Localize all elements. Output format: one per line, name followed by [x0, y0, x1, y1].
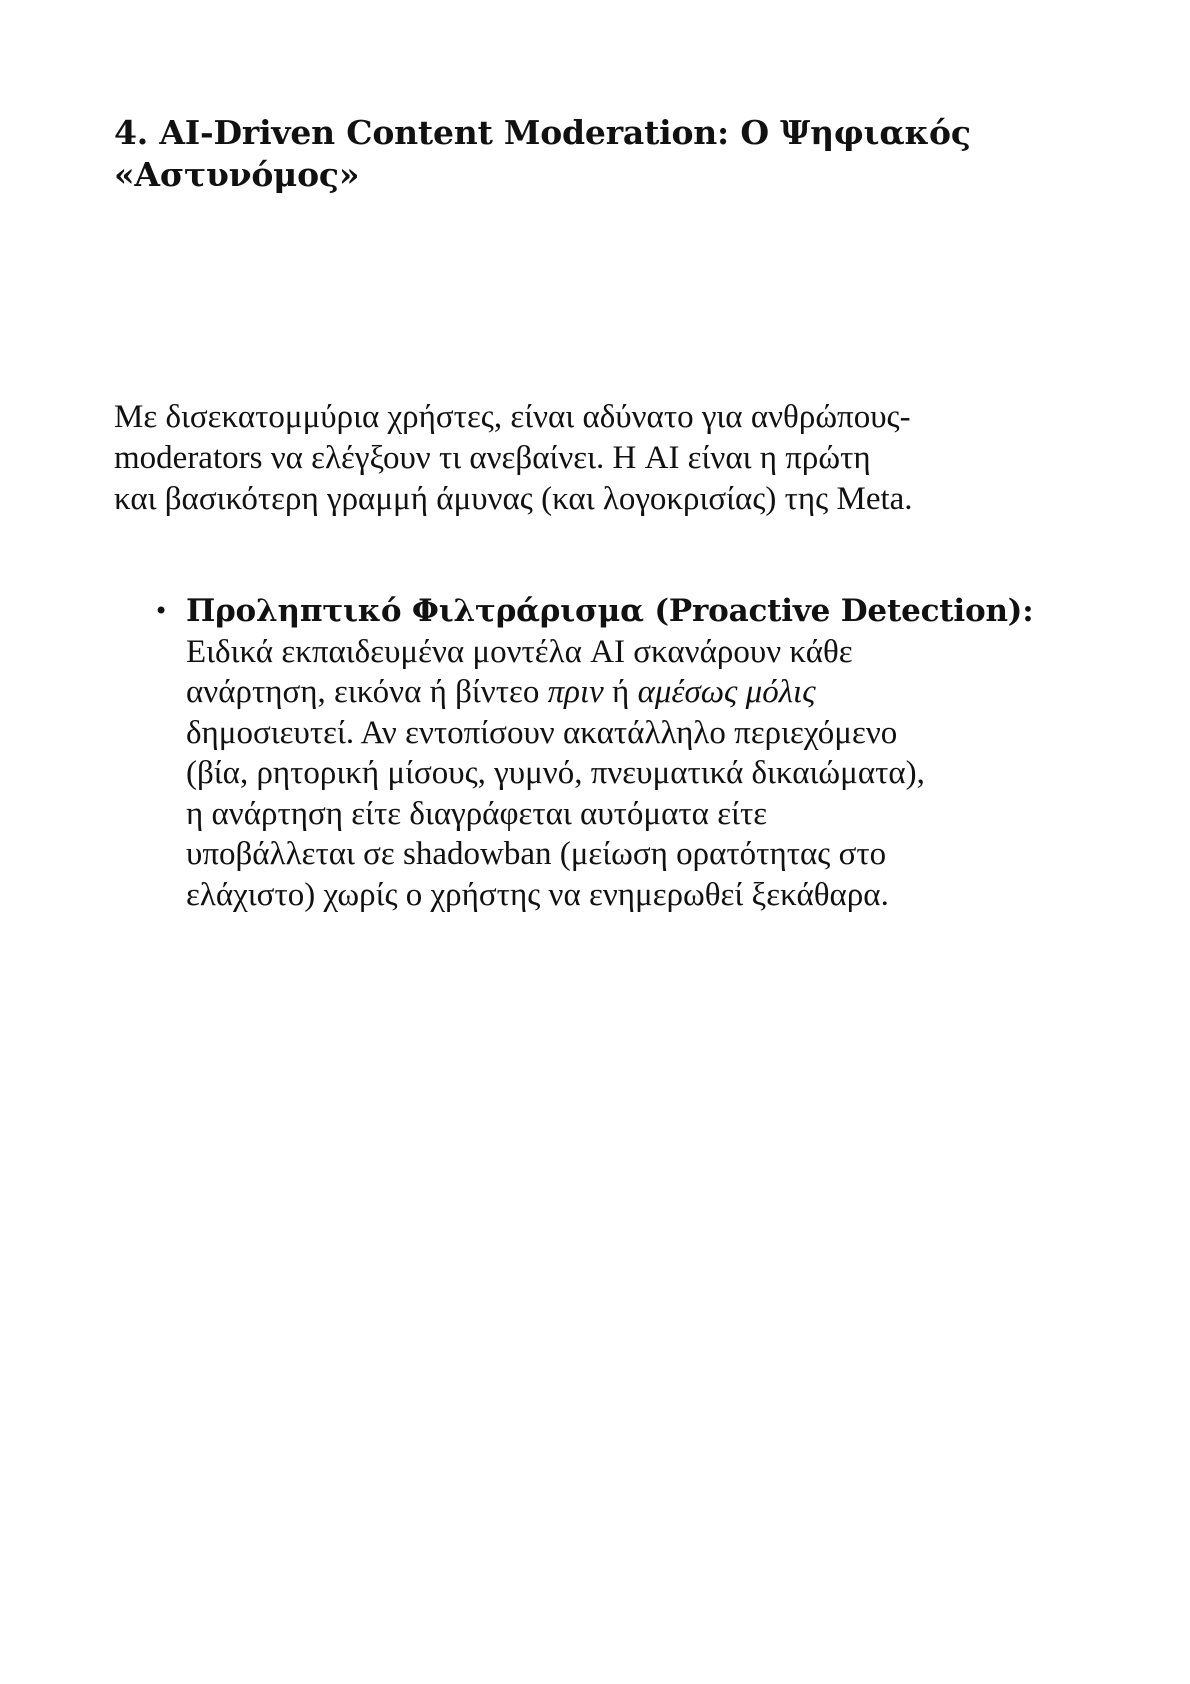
bullet-marker: • [154, 597, 169, 625]
bullet-line-5: η ανάρτηση είτε διαγράφεται αυτόματα είτε [186, 795, 768, 832]
bullet-line-2-text-a: ανάρτηση, εικόνα ή βίντεο [186, 674, 548, 710]
section-heading-line-2: «Αστυνόμος» [114, 155, 360, 194]
intro-line-3: και βασικότερη γραμμή άμυνας (και λογοκρισίας) της Meta. [114, 481, 913, 517]
intro-paragraph [114, 397, 1094, 520]
bullet-heading: Προληπτικό Φιλτράρισμα (Proactive Detection): [186, 593, 1034, 629]
bullet-emphasis-before: πριν [547, 674, 604, 710]
bullet-line-4: (βία, ρητορική μίσους, γυμνό, πνευματικά δικαιώματα), [186, 755, 925, 791]
bullet-emphasis-immediately: αμέσως μόλις [637, 674, 816, 710]
bullet-line-6: υποβάλλεται σε shadowban (μείωση ορατότητας στο [186, 836, 887, 872]
list-item [114, 591, 1094, 915]
bullet-line-3: δημοσιευτεί. Αν εντοπίσουν ακατάλληλο περιεχόμενο [186, 714, 898, 751]
bullet-list [114, 591, 1094, 915]
intro-line-1: Με δισεκατομμύρια χρήστες, είναι αδύνατο για ανθρώπους- [114, 399, 911, 435]
section-heading [114, 112, 1074, 196]
intro-line-2: moderators να ελέγξουν τι ανεβαίνει. Η AI είναι η πρώτη [114, 440, 871, 476]
bullet-line-1: Ειδικά εκπαιδευμένα μοντέλα AI σκανάρουν κάθε [186, 633, 853, 670]
bullet-line-7: ελάχιστο) χωρίς ο χρήστης να ενημερωθεί ξεκάθαρα. [186, 876, 889, 913]
bullet-line-2-text-b: ή [603, 674, 638, 710]
bullet-line-2 [186, 674, 816, 710]
section-heading-line-1: 4. AI-Driven Content Moderation: Ο Ψηφιακός [114, 113, 971, 152]
